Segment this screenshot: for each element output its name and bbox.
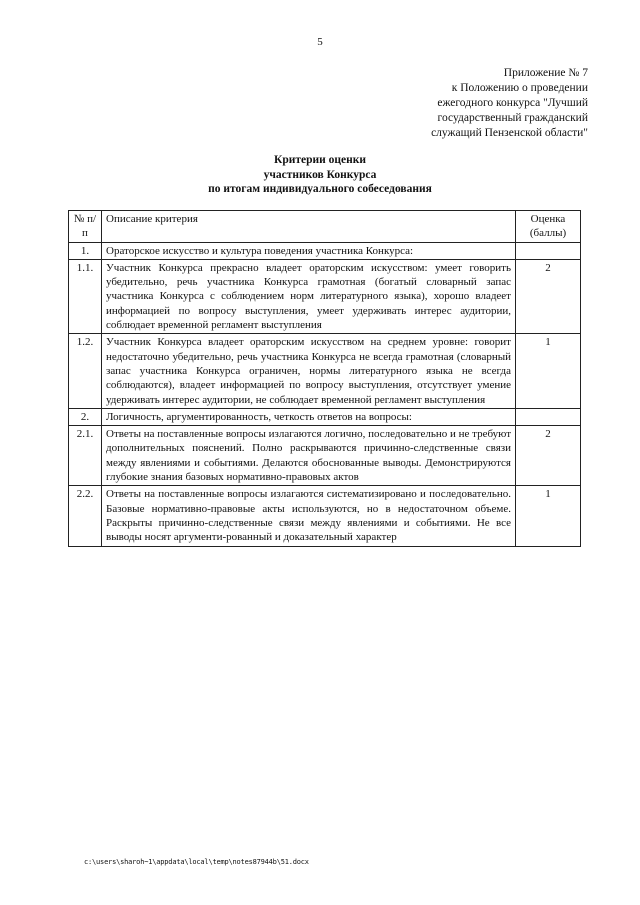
table-row bbox=[69, 242, 581, 259]
row-score bbox=[516, 242, 581, 259]
row-score: 2 bbox=[516, 426, 581, 486]
table-row bbox=[69, 426, 581, 486]
appendix-line: служащий Пензенской области" bbox=[431, 127, 588, 139]
page-number: 5 bbox=[317, 36, 323, 48]
row-score: 1 bbox=[516, 486, 581, 546]
row-num: 2. bbox=[69, 408, 102, 425]
appendix-line: к Положению о проведении bbox=[451, 82, 588, 94]
document-title bbox=[0, 153, 640, 197]
row-score: 1 bbox=[516, 334, 581, 408]
table-header-row bbox=[69, 211, 581, 243]
row-description: Ответы на поставленные вопросы излагаются систематизировано и последовательно. Базовые нормативно-правовые акты используются, но в недостаточном объеме. Раскрыты причинно-следственные связи между явлениями и событиями. Не все выводы носят аргументи-рованный и доказательный характер bbox=[102, 486, 516, 546]
row-num: 1.2. bbox=[69, 334, 102, 408]
row-num: 1. bbox=[69, 242, 102, 259]
row-num: 2.2. bbox=[69, 486, 102, 546]
appendix-block bbox=[368, 66, 588, 141]
title-line: участников Конкурса bbox=[263, 168, 377, 181]
table-row bbox=[69, 259, 581, 333]
title-line: Критерии оценки bbox=[274, 154, 366, 166]
header-score: Оценка (баллы) bbox=[516, 211, 581, 243]
row-description: Ораторское искусство и культура поведения участника Конкурса: bbox=[102, 242, 516, 259]
criteria-table bbox=[68, 210, 581, 547]
table-row bbox=[69, 334, 581, 408]
row-score: 2 bbox=[516, 259, 581, 333]
row-num: 1.1. bbox=[69, 259, 102, 333]
table-row bbox=[69, 408, 581, 425]
title-line: по итогам индивидуального собеседования bbox=[208, 183, 432, 195]
file-path-footer: c:\users\sharoh~1\appdata\local\temp\notes87944b\51.docx bbox=[84, 858, 309, 866]
header-num: № п/п bbox=[69, 211, 102, 243]
row-description: Ответы на поставленные вопросы излагаются логично, последовательно и не требуют дополнительных пояснений. Полно раскрываются причинно-следственные связи между явлениями и событиями. Делаются обоснованные выводы. Демонстрируются глубокие знания базовых нормативно-правовых актов bbox=[102, 426, 516, 486]
row-description: Участник Конкурса владеет ораторским искусством на среднем уровне: говорит недостаточно убедительно, речь участника Конкурса не всегда грамотная (словарный запас участника Конкурса ограничен, нормы литературного языка не всегда соблюдаются), владеет информацией по вопросу выступления, отсутствует умение удерживать интерес аудитории, не соблюдает временной регламент выступления bbox=[102, 334, 516, 408]
appendix-line: Приложение № 7 bbox=[503, 67, 588, 79]
row-description: Логичность, аргументированность, четкость ответов на вопросы: bbox=[102, 408, 516, 425]
header-description: Описание критерия bbox=[102, 211, 516, 243]
appendix-line: ежегодного конкурса "Лучший bbox=[437, 97, 588, 109]
row-num: 2.1. bbox=[69, 426, 102, 486]
row-description: Участник Конкурса прекрасно владеет ораторским искусством: умеет говорить убедительно, речь участника Конкурса грамотная (богатый словарный запас участника Конкурса с соблюдением норм литературного языка), хорошо владеет информацией по вопросу выступления, умеет удерживать интерес аудитории, соблюдает временной регламент выступления bbox=[102, 259, 516, 333]
row-score bbox=[516, 408, 581, 425]
table-row bbox=[69, 486, 581, 546]
appendix-line: государственный гражданский bbox=[437, 112, 588, 124]
